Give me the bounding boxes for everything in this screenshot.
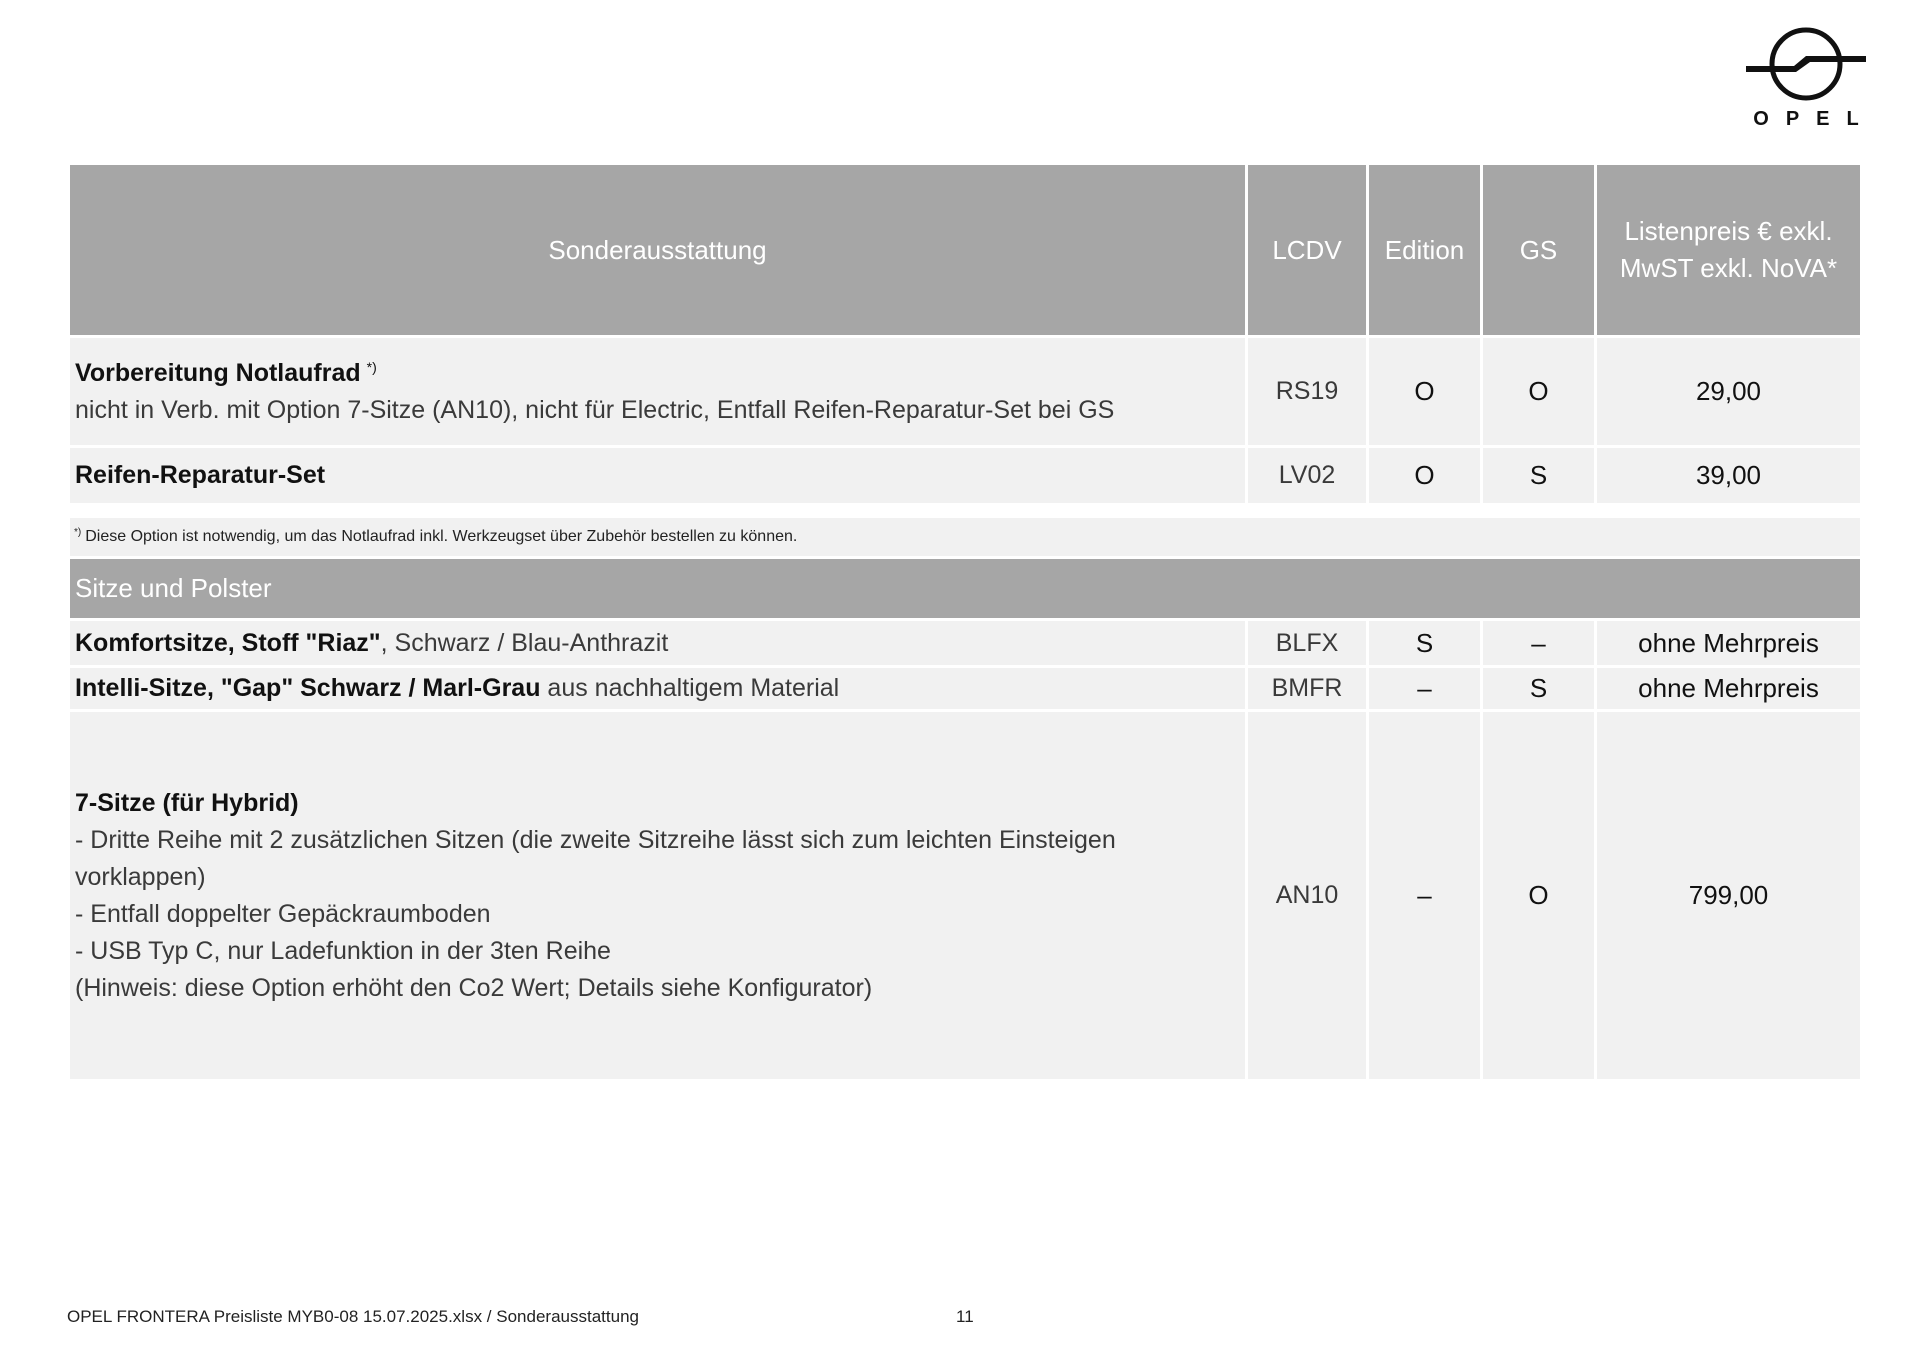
header-price-line1: Listenpreis € exkl.: [1624, 216, 1833, 246]
option-detail: , Schwarz / Blau-Anthrazit: [380, 628, 669, 657]
lcdv-code: LV02: [1248, 448, 1369, 506]
table-header: [70, 165, 1860, 338]
option-detail-line: - Dritte Reihe mit 2 zusätzlichen Sitzen (die zweite Sitzreihe lässt sich zum leichten Einsteigen: [75, 825, 1116, 854]
gs-availability: –: [1483, 621, 1597, 668]
option-title: 7-Sitze (für Hybrid): [75, 788, 299, 817]
option-title: Reifen-Reparatur-Set: [75, 461, 326, 489]
option-detail-line: vorklappen): [75, 862, 206, 891]
gs-availability: S: [1483, 448, 1597, 506]
list-price: 799,00: [1597, 712, 1860, 1082]
edition-availability: –: [1369, 668, 1483, 712]
row-description: [70, 712, 1248, 1082]
edition-availability: O: [1369, 448, 1483, 506]
table-row: [70, 712, 1860, 1082]
list-price: ohne Mehrpreis: [1597, 668, 1860, 712]
option-detail-line: - Entfall doppelter Gepäckraumboden: [75, 899, 491, 928]
row-description: [70, 668, 1248, 712]
option-detail-line: - USB Typ C, nur Ladefunktion in der 3ten Reihe: [75, 936, 611, 965]
header-price-line2: MwST exkl. NoVA*: [1619, 253, 1838, 283]
table-row: [70, 448, 1860, 506]
table-row: [70, 621, 1860, 668]
list-price: 29,00: [1597, 338, 1860, 448]
header-edition: Edition: [1369, 165, 1483, 338]
footnote-mark: *): [74, 526, 82, 538]
footer-filename: OPEL FRONTERA Preisliste MYB0-08 15.07.2025.xlsx / Sonderausstattung: [67, 1307, 639, 1326]
opel-logo: [1744, 26, 1876, 136]
option-title: Intelli-Sitze, "Gap" Schwarz / Marl-Grau: [75, 674, 541, 702]
header-lcdv: LCDV: [1248, 165, 1369, 338]
footnote: [70, 518, 1860, 556]
lcdv-code: RS19: [1248, 338, 1369, 448]
option-title: Vorbereitung Notlaufrad: [75, 358, 361, 387]
option-title: Komfortsitze, Stoff "Riaz": [75, 628, 381, 657]
footnote-text: Diese Option ist notwendig, um das Notlaufrad inkl. Werkzeugset über Zubehör bestellen zu können.: [85, 528, 798, 545]
option-detail-line: (Hinweis: diese Option erhöht den Co2 Wert; Details siehe Konfigurator): [75, 973, 873, 1002]
lcdv-code: BLFX: [1248, 621, 1369, 668]
list-price: 39,00: [1597, 448, 1860, 506]
footnote-marker: *): [366, 358, 377, 375]
section-header: Sitze und Polster: [70, 556, 1860, 621]
header-sonderausstattung: Sonderausstattung: [70, 165, 1248, 338]
edition-availability: –: [1369, 712, 1483, 1082]
lcdv-code: BMFR: [1248, 668, 1369, 712]
row-description: [70, 338, 1248, 448]
edition-availability: O: [1369, 338, 1483, 448]
row-description: [70, 448, 1248, 506]
list-price: ohne Mehrpreis: [1597, 621, 1860, 668]
header-gs: GS: [1483, 165, 1597, 338]
opel-blitz-icon: [1744, 26, 1868, 102]
table-row: [70, 338, 1860, 448]
option-detail: aus nachhaltigem Material: [540, 674, 840, 702]
price-table: [70, 165, 1860, 1082]
gs-availability: S: [1483, 668, 1597, 712]
row-description: [70, 621, 1248, 668]
edition-availability: S: [1369, 621, 1483, 668]
gs-availability: O: [1483, 338, 1597, 448]
page-number: 11: [956, 1307, 974, 1326]
logo-text: OPEL: [1753, 108, 1876, 130]
lcdv-code: AN10: [1248, 712, 1369, 1082]
gs-availability: O: [1483, 712, 1597, 1082]
header-price: [1597, 165, 1860, 338]
table-row: [70, 668, 1860, 712]
option-detail: nicht in Verb. mit Option 7-Sitze (AN10), nicht für Electric, Entfall Reifen-Reparatur-Set bei GS: [75, 395, 1115, 424]
